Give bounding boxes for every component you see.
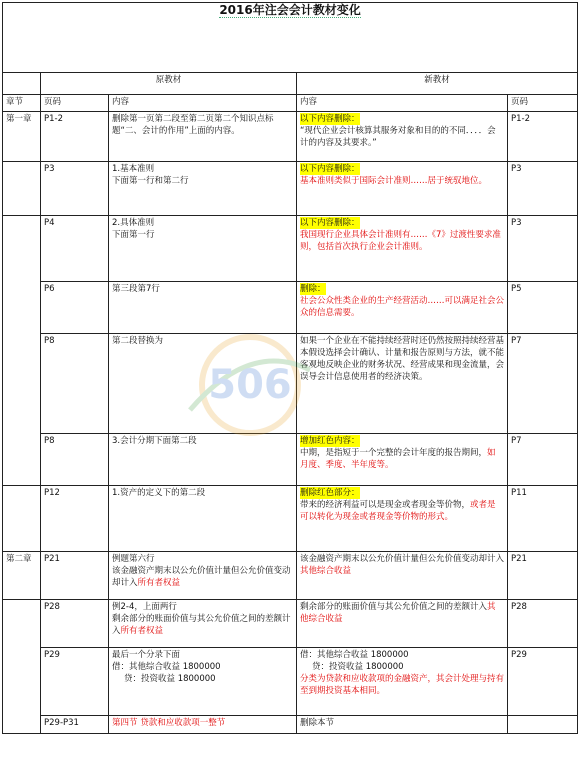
- page-old-cell: P12: [41, 486, 109, 552]
- table-row: [3, 600, 578, 648]
- new-content-cell: [297, 486, 508, 552]
- new-head: 增加红色内容：: [300, 436, 360, 446]
- page-old-cell: P3: [41, 162, 109, 216]
- new-content-cell: [297, 216, 508, 282]
- chapter-cell: 第一章: [3, 112, 41, 162]
- table-row: [3, 486, 578, 552]
- content-header-new: 内容: [297, 95, 508, 112]
- page-new-cell: P1-2: [508, 112, 578, 162]
- new-content-cell: 删除本节: [297, 716, 508, 734]
- header-row-1: [3, 73, 578, 95]
- new-content-cell: [297, 434, 508, 486]
- page-old-cell: P29-P31: [41, 716, 109, 734]
- content-header-old: 内容: [109, 95, 297, 112]
- old-content-cell: 1.基本准则 下面第一行和第二行: [109, 162, 297, 216]
- page-new-cell: P5: [508, 282, 578, 334]
- page-new-cell: P7: [508, 334, 578, 434]
- table-row: [3, 334, 578, 434]
- new-content-cell: [297, 282, 508, 334]
- header-row-2: [3, 95, 578, 112]
- new-body: 带来的经济利益可以是现金或者现金等价物，: [300, 500, 471, 510]
- new-content-cell: 借：其他综合收益 1800000 贷：投资收益 1800000 分类为贷款和应收款项的金融资产，其会计处理与持有至到期投资基本相同。: [297, 648, 508, 716]
- old-content-cell: 删除第一页第二段至第二页第二个知识点标题“二、会计的作用”上面的内容。: [109, 112, 297, 162]
- title-cell: [3, 3, 578, 73]
- page-new-cell: [508, 716, 578, 734]
- page-new-cell: P21: [508, 552, 578, 600]
- changes-table: [2, 2, 578, 734]
- new-head: 删除红色部分：: [300, 488, 360, 498]
- old-content-cell: 1.资产的定义下的第二段: [109, 486, 297, 552]
- title-row: [3, 3, 578, 73]
- table-row: [3, 552, 578, 600]
- page-old-cell: P8: [41, 434, 109, 486]
- table-row: [3, 648, 578, 716]
- new-body-red: 如月度、季度、半年度等。: [300, 448, 496, 470]
- new-content-cell: 剩余部分的账面价值与其公允价值之间的差额计入其他综合收益: [297, 600, 508, 648]
- new-content-cell: [297, 112, 508, 162]
- new-body: 社会公众性类企业的生产经营活动……可以满足社会公众的信息需要。: [300, 296, 505, 318]
- chapter-cell: [3, 600, 41, 734]
- page-header-new: 页码: [508, 95, 578, 112]
- old-content-cell: 第二段替换为: [109, 334, 297, 434]
- new-head: 以下内容删除：: [300, 218, 360, 228]
- page-old-cell: P1-2: [41, 112, 109, 162]
- page-new-cell: P3: [508, 162, 578, 216]
- old-content-cell: 最后一个分录下面 借：其他综合收益 1800000 贷：投资收益 1800000: [109, 648, 297, 716]
- table-row: [3, 282, 578, 334]
- page-new-cell: P3: [508, 216, 578, 282]
- page-old-cell: P4: [41, 216, 109, 282]
- chapter-cell: [3, 162, 41, 216]
- chapter-cell: [3, 486, 41, 552]
- page-old-cell: P21: [41, 552, 109, 600]
- old-content-cell: 3.会计分期下面第二段: [109, 434, 297, 486]
- page-old-cell: P29: [41, 648, 109, 716]
- page-header-old: 页码: [41, 95, 109, 112]
- page-old-cell: P8: [41, 334, 109, 434]
- table-row: [3, 716, 578, 734]
- page-new-cell: P29: [508, 648, 578, 716]
- new-head: 以下内容删除：: [300, 114, 360, 124]
- page-new-cell: P28: [508, 600, 578, 648]
- table-row: [3, 112, 578, 162]
- new-content-cell: [297, 162, 508, 216]
- new-body: 中期，是指短于一个完整的会计年度的报告期间，: [300, 448, 488, 458]
- new-body: 我国现行企业具体会计准则有……《7》过渡性要求准则，包括首次执行企业会计准则。: [300, 230, 501, 252]
- new-content-cell: 该金融资产期末以公允价值计量但公允价值变动却计入其他综合收益: [297, 552, 508, 600]
- new-body: 基本准则类似于国际会计准则……居于统驭地位。: [300, 176, 488, 186]
- old-content-cell: 第三段第7行: [109, 282, 297, 334]
- page-title: 2016年注会会计教材变化: [219, 3, 361, 17]
- table-row: [3, 162, 578, 216]
- document-page: [2, 2, 577, 758]
- watermark-text: 506: [208, 362, 292, 408]
- new-content-cell: 如果一个企业在不能持续经营时还仍然按照持续经营基本假设选择会计确认、计量和报告原则与方法，就不能客观地反映企业的财务状况、经营成果和现金流量，会误导会计信息使用者的经济决策。: [297, 334, 508, 434]
- new-body-red: 或者是可以转化为现金或者现金等价物的形式。: [300, 500, 496, 522]
- chapter-cell: 第二章: [3, 552, 41, 600]
- table-row: [3, 216, 578, 282]
- page-old-cell: P28: [41, 600, 109, 648]
- old-content-cell: 2.具体准则 下面第一行: [109, 216, 297, 282]
- new-header: 新教材: [297, 73, 578, 95]
- original-header: 原教材: [41, 73, 297, 95]
- table-row: [3, 434, 578, 486]
- page-new-cell: P7: [508, 434, 578, 486]
- page-new-cell: P11: [508, 486, 578, 552]
- new-head: 删除：: [300, 284, 326, 294]
- page-old-cell: P6: [41, 282, 109, 334]
- new-body: “现代企业会计核算其服务对象和目的的不同．．．．会计的内容及其要求。”: [300, 126, 496, 148]
- old-content-cell: 例2-4，上面两行 剩余部分的账面价值与其公允价值之间的差额计入所有者权益: [109, 600, 297, 648]
- new-head: 以下内容删除：: [300, 164, 360, 174]
- chapter-header: 章节: [3, 95, 41, 112]
- chapter-cell: [3, 216, 41, 486]
- old-content-cell: 第四节 贷款和应收款项一整节: [109, 716, 297, 734]
- old-content-cell: 例题第六行 该金融资产期末以公允价值计量但公允价值变动却计入所有者权益: [109, 552, 297, 600]
